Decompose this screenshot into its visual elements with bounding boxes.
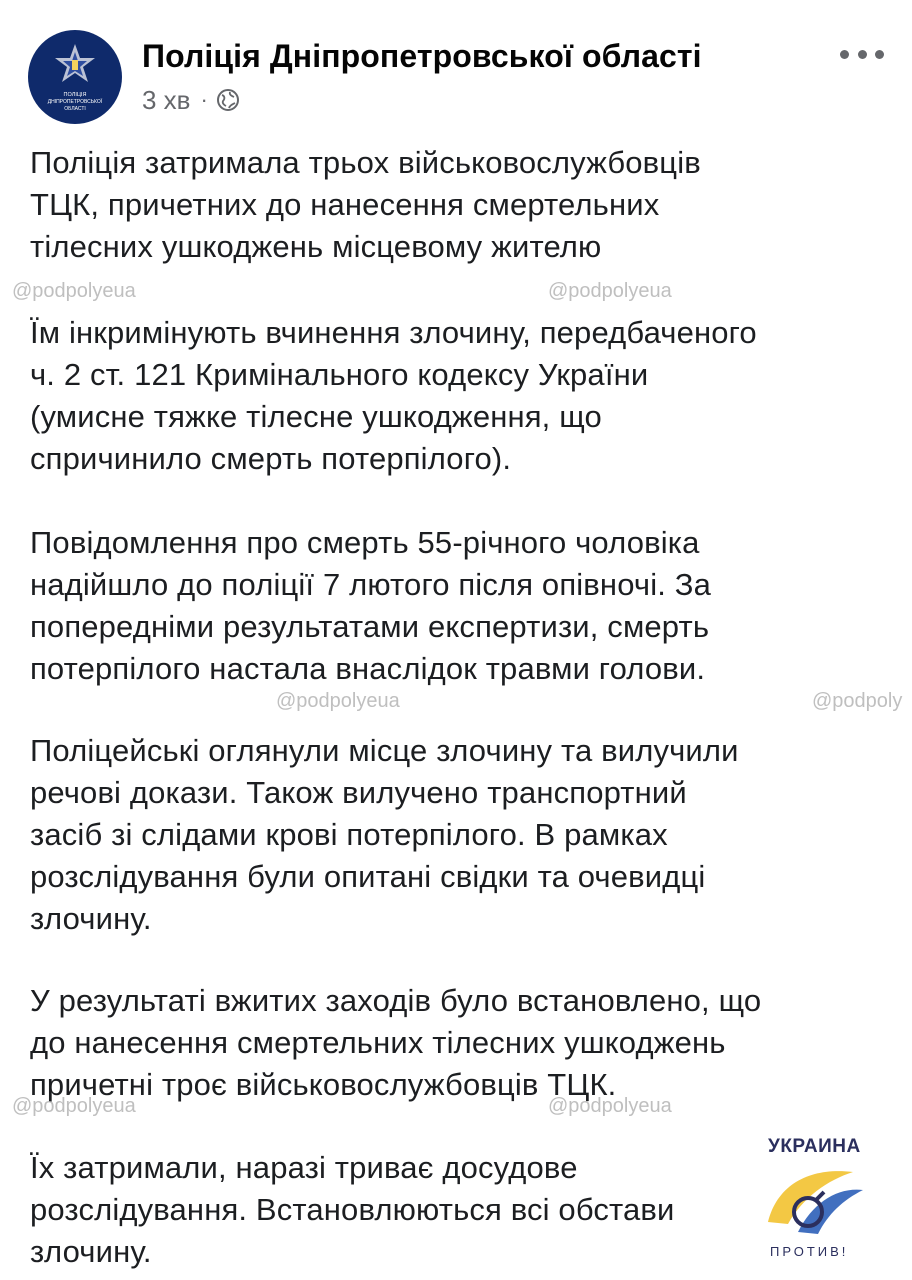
logo-bottom-text: ПРОТИВ! bbox=[770, 1244, 849, 1259]
emblem-icon bbox=[758, 1162, 868, 1242]
watermark: @podpoly bbox=[812, 690, 903, 712]
watermark: @podpolyeua bbox=[548, 280, 672, 302]
post-meta bbox=[142, 86, 240, 114]
watermark: @podpolyeua bbox=[548, 1095, 672, 1117]
post-paragraph: Їх затримали, наразі триває досудове розслідування. Встановлюються всі обстави злочину. bbox=[30, 1150, 675, 1269]
meta-separator: · bbox=[200, 87, 208, 112]
globe-icon[interactable] bbox=[216, 88, 240, 112]
post-paragraph: Поліція затримала трьох військовослужбовців ТЦК, причетних до нанесення смертельних тілесних ушкоджень місцевому жителю bbox=[30, 145, 701, 264]
svg-text:ДНІПРОПЕТРОВСЬКОЇ: ДНІПРОПЕТРОВСЬКОЇ bbox=[47, 99, 103, 105]
post-paragraph: Поліцейські оглянули місце злочину та вилучили речові докази. Також вилучено транспортний засіб зі слідами крові потерпілого. В рамках розслідування були опитані свідки та очевидці злочину. bbox=[30, 733, 739, 936]
police-badge-icon bbox=[28, 30, 122, 124]
avatar[interactable] bbox=[28, 30, 122, 124]
more-horizontal-icon bbox=[840, 50, 849, 59]
logo-top-text: УКРАИНА bbox=[768, 1136, 861, 1157]
ukraine-against-logo bbox=[752, 1136, 872, 1266]
watermark: @podpolyeua bbox=[12, 1095, 136, 1117]
post-paragraph: Їм інкримінують вчинення злочину, передбаченого ч. 2 ст. 121 Кримінального кодексу України (умисне тяжке тілесне ушкодження, що спричинило смерть потерпілого). bbox=[30, 315, 757, 476]
author-name[interactable]: Поліція Дніпропетровської області bbox=[142, 38, 702, 74]
more-options-button[interactable] bbox=[840, 42, 884, 66]
watermark: @podpolyeua bbox=[12, 280, 136, 302]
post-paragraph: У результаті вжитих заходів було встановлено, що до нанесення смертельних тілесних ушкоджень причетні троє військовослужбовців ТЦК. bbox=[30, 983, 762, 1102]
post-header bbox=[0, 0, 912, 130]
post-time[interactable]: 3 хв bbox=[142, 84, 191, 115]
svg-text:ПОЛІЦІЯ: ПОЛІЦІЯ bbox=[63, 92, 87, 98]
post-paragraph: Повідомлення про смерть 55-річного чоловіка надійшло до поліції 7 лютого після опівночі. За попередніми результатами експертизи, смерть потерпілого настала внаслідок травми голови. bbox=[30, 525, 712, 686]
svg-text:ОБЛАСТІ: ОБЛАСТІ bbox=[64, 106, 86, 112]
watermark: @podpolyeua bbox=[276, 690, 400, 712]
